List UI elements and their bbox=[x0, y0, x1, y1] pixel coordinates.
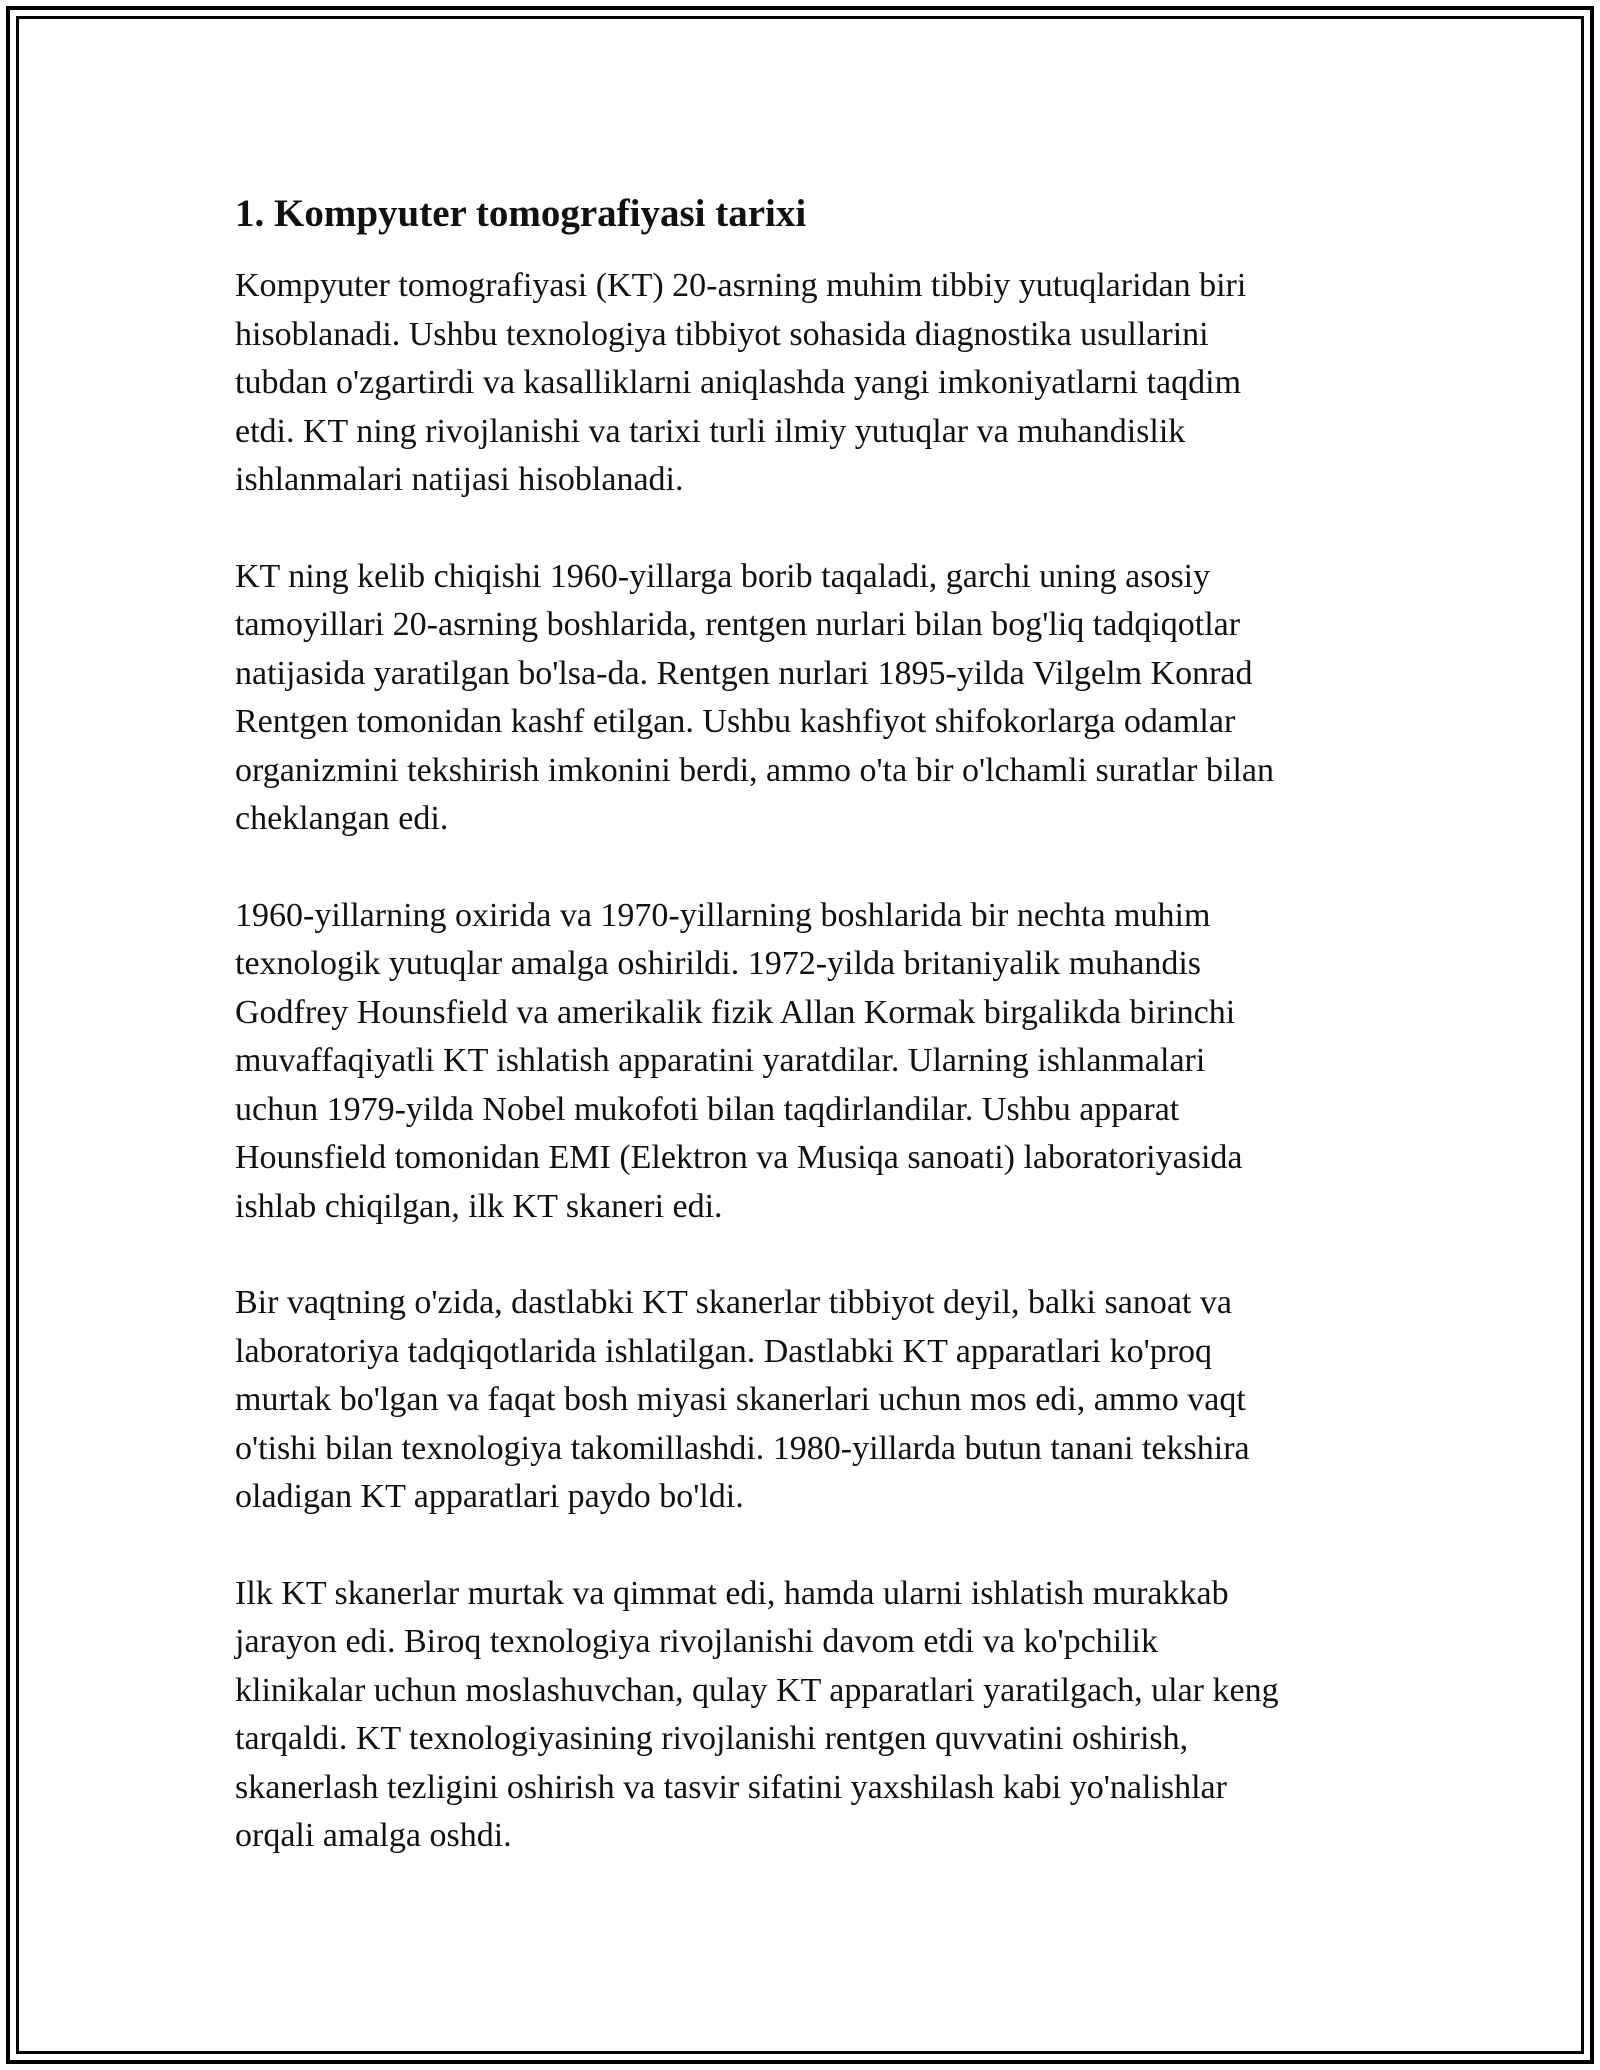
paragraph-5 bbox=[235, 1570, 1365, 1861]
paragraph-line: Godfrey Hounsfield va amerikalik fizik Allan Kormak birgalikda birinchi bbox=[235, 993, 1236, 1031]
paragraph-line: tubdan o'zgartirdi va kasalliklarni aniqlashda yangi imkoniyatlarni taqdim bbox=[235, 364, 1242, 401]
paragraph-2 bbox=[235, 553, 1365, 844]
paragraph-line: klinikalar uchun moslashuvchan, qulay KT apparatlari yaratilgach, ular keng bbox=[235, 1671, 1279, 1709]
paragraph-1 bbox=[235, 262, 1365, 505]
paragraph-4 bbox=[235, 1279, 1365, 1522]
paragraph-line: ishlanmalari natijasi hisoblanadi. bbox=[235, 461, 684, 498]
paragraph-line: hisoblanadi. Ushbu texnologiya tibbiyot sohasida diagnostika usullarini bbox=[235, 315, 1209, 353]
paragraph-line: laboratoriya tadqiqotlarida ishlatilgan. Dastlabki KT apparatlari ko'proq bbox=[235, 1332, 1213, 1370]
paragraph-line: 1960-yillarning oxirida va 1970-yillarning boshlarida bir nechta muhim bbox=[235, 896, 1211, 934]
paragraph-line: Ilk KT skanerlar murtak va qimmat edi, hamda ularni ishlatish murakkab bbox=[235, 1574, 1229, 1612]
paragraph-line: Rentgen tomonidan kashf etilgan. Ushbu kashfiyot shifokorlarga odamlar bbox=[235, 703, 1236, 740]
paragraph-line: natijasida yaratilgan bo'lsa-da. Rentgen nurlari 1895-yilda Vilgelm Konrad bbox=[235, 654, 1253, 692]
paragraph-line: skanerlash tezligini oshirish va tasvir sifatini yaxshilash kabi yo'nalishlar bbox=[235, 1768, 1227, 1806]
section-title: 1. Kompyuter tomografiyasi tarixi bbox=[235, 192, 807, 235]
paragraph-line: o'tishi bilan texnologiya takomillashdi. 1980-yillarda butun tanani tekshira bbox=[235, 1429, 1250, 1467]
paragraph-line: orqali amalga oshdi. bbox=[235, 1817, 512, 1854]
paragraph-line: cheklangan edi. bbox=[235, 800, 449, 837]
paragraph-line: texnologik yutuqlar amalga oshirildi. 1972-yilda britaniyalik muhandis bbox=[235, 945, 1201, 982]
paragraph-line: Hounsfield tomonidan EMI (Elektron va Musiqa sanoati) laboratoriyasida bbox=[235, 1139, 1243, 1176]
paragraph-line: muvaffaqiyatli KT ishlatish apparatini yaratdilar. Ularning ishlanmalari bbox=[235, 1042, 1206, 1079]
paragraph-line: organizmini tekshirish imkonini berdi, ammo o'ta bir o'lchamli suratlar bilan bbox=[235, 751, 1274, 789]
paragraph-line: tarqaldi. KT texnologiyasining rivojlanishi rentgen quvvatini oshirish, bbox=[235, 1720, 1189, 1757]
paragraph-line: murtak bo'lgan va faqat bosh miyasi skanerlari uchun mos edi, ammo vaqt bbox=[235, 1381, 1246, 1418]
document-body bbox=[235, 188, 1365, 1909]
paragraph-line: tamoyillari 20-asrning boshlarida, rentgen nurlari bilan bog'liq tadqiqotlar bbox=[235, 606, 1241, 643]
paragraph-line: Bir vaqtning o'zida, dastlabki KT skanerlar tibbiyot deyil, balki sanoat va bbox=[235, 1284, 1232, 1321]
paragraph-line: ishlab chiqilgan, ilk KT skaneri edi. bbox=[235, 1187, 723, 1225]
paragraph-3 bbox=[235, 892, 1365, 1232]
paragraph-line: uchun 1979-yilda Nobel mukofoti bilan taqdirlandilar. Ushbu apparat bbox=[235, 1090, 1180, 1128]
paragraph-line: jarayon edi. Biroq texnologiya rivojlanishi davom etdi va ko'pchilik bbox=[235, 1623, 1158, 1660]
paragraph-line: etdi. KT ning rivojlanishi va tarixi turli ilmiy yutuqlar va muhandislik bbox=[235, 412, 1186, 450]
paragraph-line: Kompyuter tomografiyasi (KT) 20-asrning muhim tibbiy yutuqlaridan biri bbox=[235, 267, 1247, 304]
paragraph-line: KT ning kelib chiqishi 1960-yillarga borib taqaladi, garchi uning asosiy bbox=[235, 557, 1211, 595]
paragraph-line: oladigan KT apparatlari paydo bo'ldi. bbox=[235, 1478, 744, 1515]
